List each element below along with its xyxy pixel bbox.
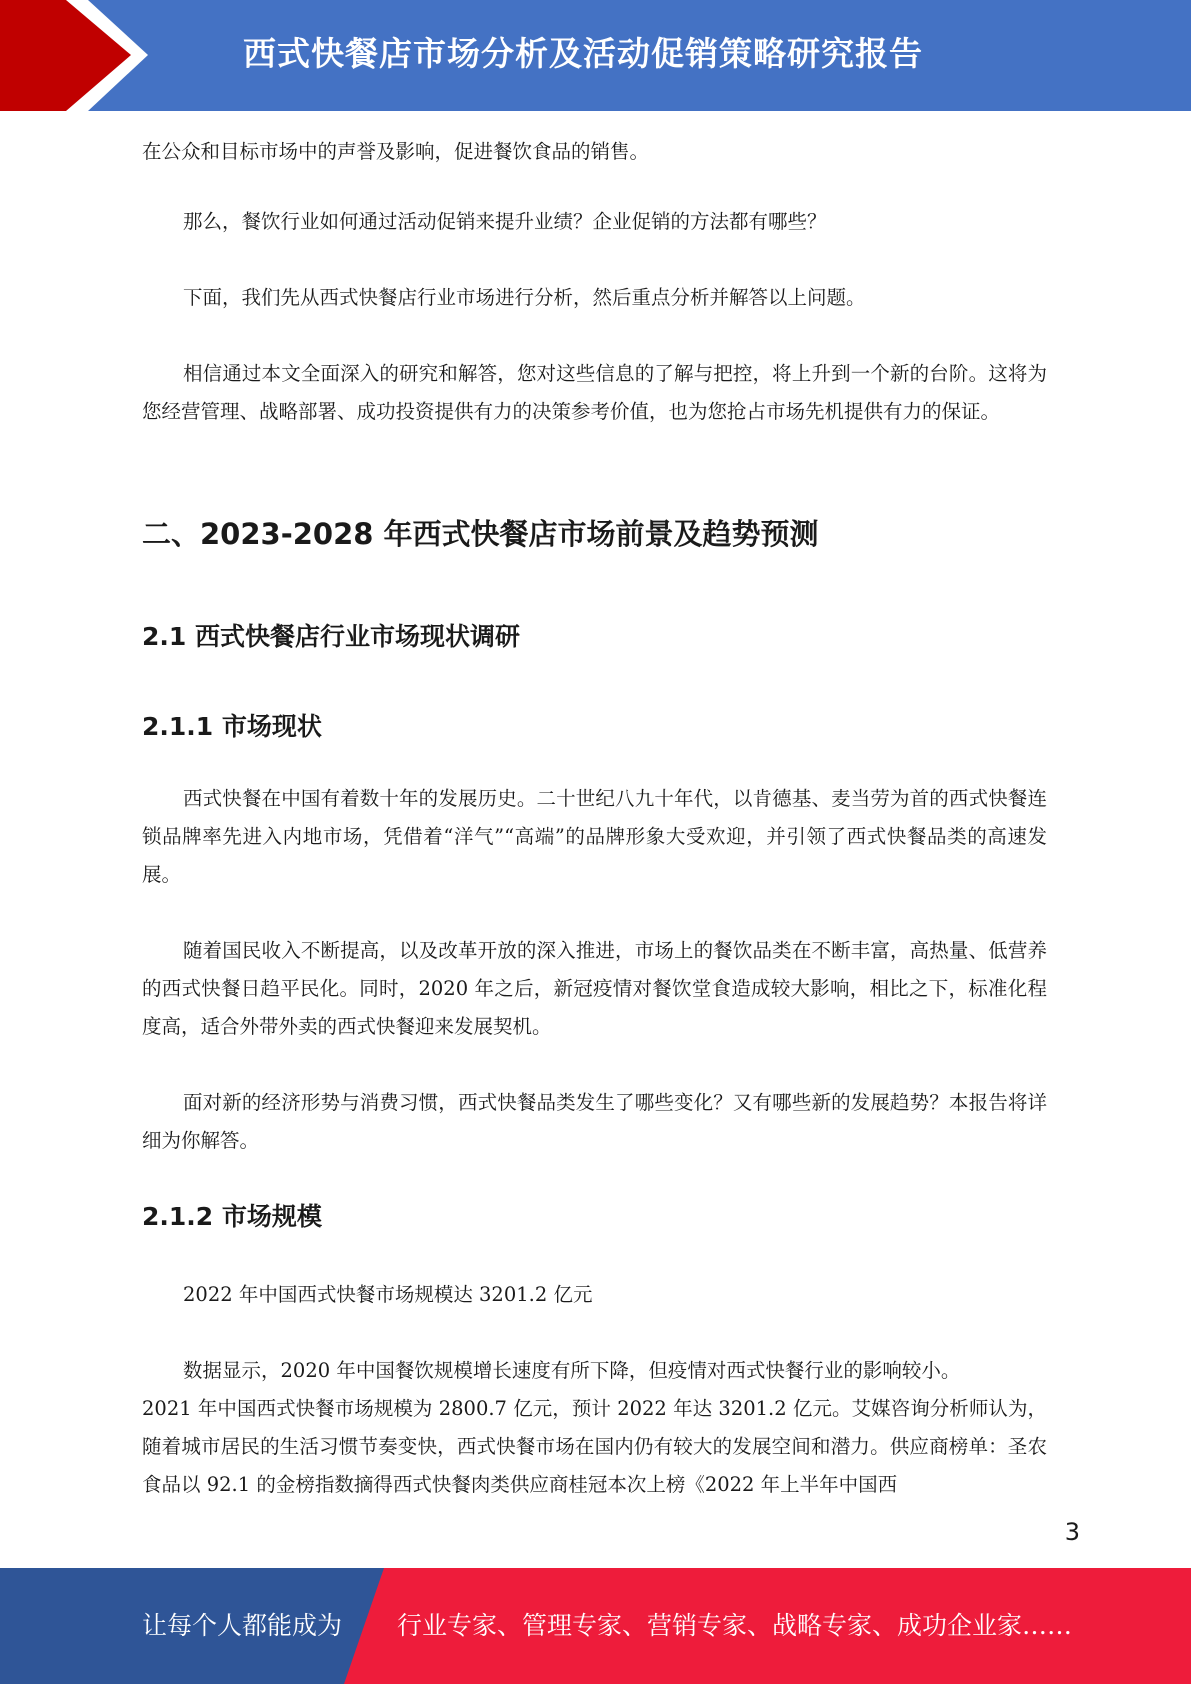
paragraph-market-size: 2022 年中国西式快餐市场规模达 3201.2 亿元 — [183, 1283, 593, 1306]
header-red-arrow — [0, 0, 131, 111]
paragraph-plan: 下面，我们先从西式快餐店行业市场进行分析，然后重点分析并解答以上问题。 — [183, 286, 866, 309]
page-header — [0, 0, 1191, 111]
section-heading-2: 二、2023-2028 年西式快餐店市场前景及趋势预测 — [142, 517, 819, 551]
heading-2-1: 2.1 西式快餐店行业市场现状调研 — [142, 622, 520, 651]
footer-slogan-right: 行业专家、管理专家、营销专家、战略专家、成功企业家…… — [397, 1611, 1073, 1640]
heading-2-1-1: 2.1.1 市场现状 — [142, 712, 322, 741]
paragraph-question: 那么，餐饮行业如何通过活动促销来提升业绩？企业促销的方法都有哪些？ — [183, 210, 827, 233]
heading-2-1-2: 2.1.2 市场规模 — [142, 1202, 322, 1231]
paragraph-data-rest: 2021 年中国西式快餐市场规模为 2800.7 亿元，预计 2022 年达 3201.2 亿元。艾媒咨询分析师认为，随着城市居民的生活习惯节奏变快，西式快餐市场在国内仍有较大的发展空间和潜力。供应商榜单：圣农食品以 92.1 的金榜指数摘得西式快餐肉类供应商桂冠本次上榜《2022 年上半年中国西 — [142, 1397, 1047, 1496]
paragraph-questions: 面对新的经济形势与消费习惯，西式快餐品类发生了哪些变化？又有哪些新的发展趋势？本报告将详细为你解答。 — [142, 1091, 1047, 1152]
paragraph-value: 相信通过本文全面深入的研究和解答，您对这些信息的了解与把控，将上升到一个新的台阶。这将为您经营管理、战略部署、成功投资提供有力的决策参考价值，也为您抢占市场先机提供有力的保证。 — [142, 362, 1047, 423]
paragraph-history: 西式快餐在中国有着数十年的发展历史。二十世纪八九十年代，以肯德基、麦当劳为首的西式快餐连锁品牌率先进入内地市场，凭借着“洋气”“高端”的品牌形象大受欢迎，并引领了西式快餐品类的高速发展。 — [142, 787, 1047, 886]
footer-slogan-left: 让每个人都能成为 — [142, 1611, 343, 1640]
paragraph-trend: 随着国民收入不断提高，以及改革开放的深入推进，市场上的餐饮品类在不断丰富，高热量、低营养的西式快餐日趋平民化。同时，2020 年之后，新冠疫情对餐饮堂食造成较大影响，相比之下，标准化程度高，适合外带外卖的西式快餐迎来发展契机。 — [142, 939, 1047, 1038]
paragraph-intro-end: 在公众和目标市场中的声誉及影响，促进餐饮食品的销售。 — [142, 140, 650, 163]
page-number: 3 — [1064, 1518, 1080, 1546]
header-title: 西式快餐店市场分析及活动促销策略研究报告 — [243, 34, 923, 73]
paragraph-data-line1: 数据显示，2020 年中国餐饮规模增长速度有所下降，但疫情对西式快餐行业的影响较小。 — [183, 1359, 961, 1382]
page-footer — [0, 1568, 1191, 1684]
